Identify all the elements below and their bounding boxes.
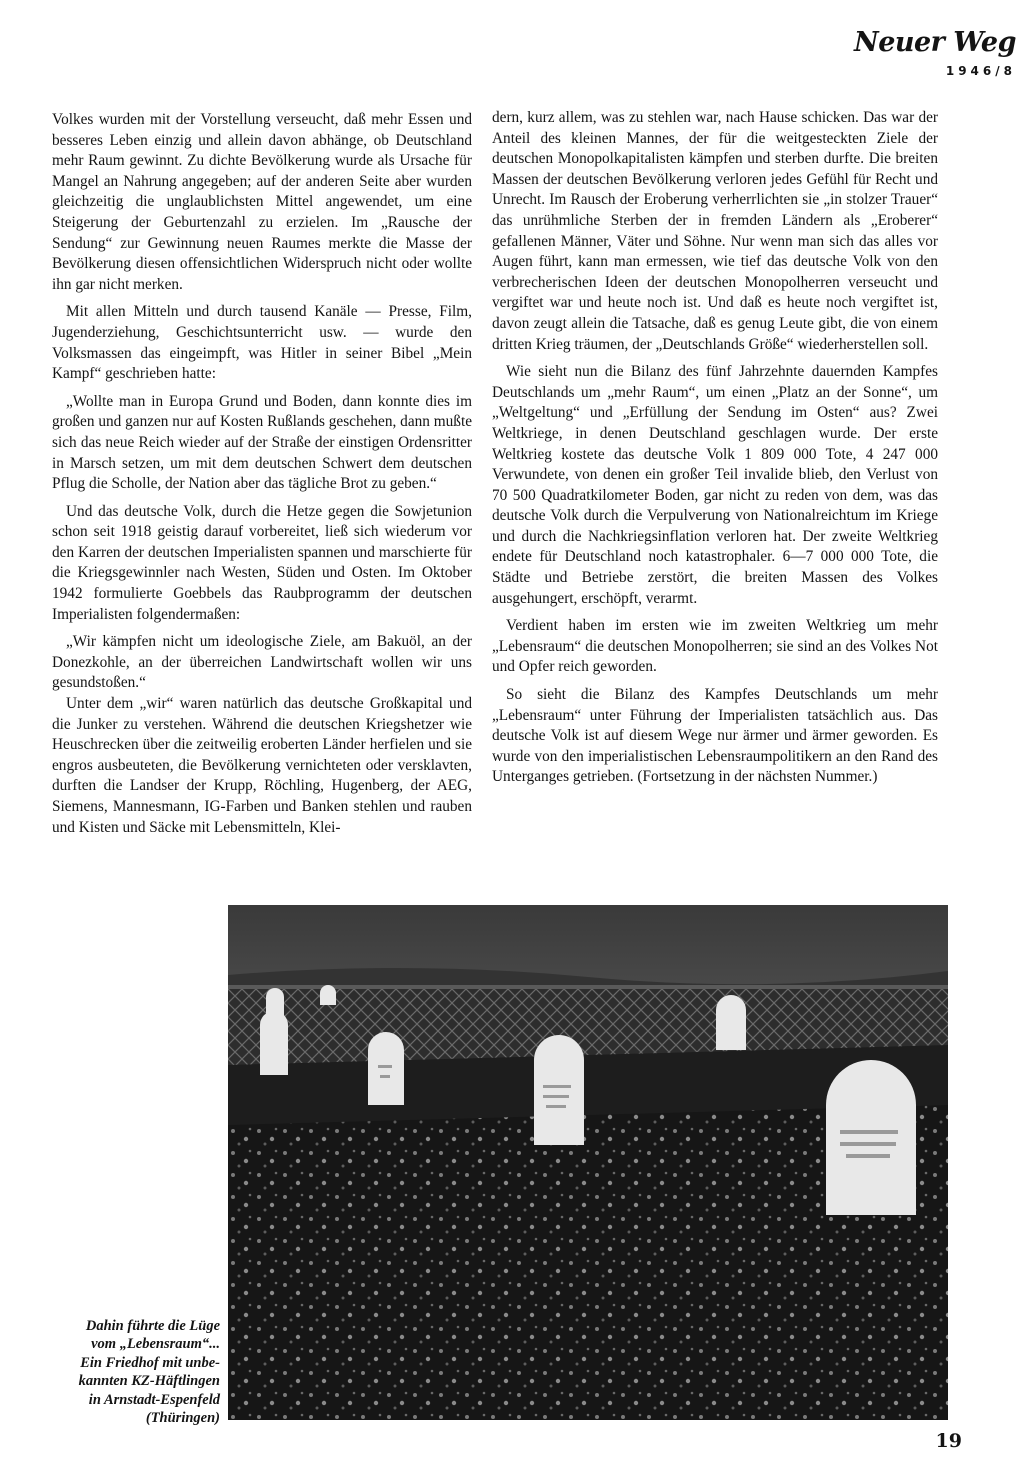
issue-number: 1946/8 — [945, 64, 1016, 78]
cemetery-photo — [228, 905, 948, 1420]
caption-line: in Arnstadt-Espenfeld — [88, 1391, 220, 1408]
goebbels-quote: „Wir kämpfen nicht um ideologische Ziele, am Bakuöl, an der Donezkohle, an der überreichen Landwirtschaft wollen wir uns gesundstoßen.“ — [52, 633, 472, 692]
article-paragraph: So sieht die Bilanz des Kampfes Deutschlands um mehr „Lebensraum“ unter Führung der Imperialisten tatsächlich aus. Das deutsche Volk ist auf diesem Wege nur ärmer und ärmer geworden. Es wurde von den imperialistischen Lebensraumpolitikern an den Rand des Unterganges getrieben. (Fortsetzung in der nächsten Nummer.) — [492, 686, 938, 786]
article-paragraph: Mit allen Mitteln und durch tausend Kanäle — Presse, Film, Jugenderziehung, Geschichtsunterricht usw. — wurde den Volksmassen das eingeimpft, was Hitler in seiner Bibel „Mein Kampf“ geschrieben hatte: — [52, 303, 472, 383]
article-paragraph: Verdient haben im ersten wie im zweiten Weltkrieg um mehr „Lebensraum“ die deutschen Monopolherren; sie sind an des Volkes Not und Opfer reich geworden. — [492, 617, 938, 676]
caption-line: vom „Lebensraum“... — [91, 1336, 220, 1353]
article-paragraph: Und das deutsche Volk, durch die Hetze gegen die Sowjetunion schon seit 1918 geistig darauf vorbereitet, ließ sich wiederum vor den Karren der deutschen Imperialisten spannen und marschierte für die Kriegsgewinnler nach Westen, Süden und Osten. Im Oktober 1942 formulierte Goebbels das Raubprogramm der deutschen Imperialisten folgendermaßen: — [52, 502, 472, 623]
caption-line: (Thüringen) — [145, 1410, 220, 1427]
caption-line: Ein Friedhof mit unbe- — [80, 1354, 220, 1371]
hitler-quote: „Wollte man in Europa Grund und Boden, dann konnte dies im großen und ganzen nur auf Kosten Rußlands geschehen, dann mußte sich das neue Reich wieder auf der Straße der einstigen Ordensritter in Marsch setzen, um mit dem deutschen Schwert dem deutschen Pflug die Scholle, der Nation aber das tägliche Brot zu geben.“ — [52, 392, 472, 493]
caption-line: Dahin führte die Lüge — [85, 1318, 220, 1334]
cemetery-photo-illustration — [228, 905, 948, 1420]
article-paragraph: Unter dem „wir“ waren natürlich das deutsche Großkapital und die Junker zu verstehen. Während die deutschen Kriegshetzer wie Heuschrecken über die zeitweilig eroberten Länder herfielen und sie engros ausbeuteten, die Bevölkerung vernichteten oder versklavten, durften die Landser der Krupp, Röchling, Hugenberg, der AEG, Siemens, Mannesmann, IG-Farben und Banken stehlen und rauben und Kisten und Säcke mit Lebensmitteln, Klei- — [52, 695, 472, 836]
magazine-title: Neuer Weg — [854, 27, 1016, 58]
article-paragraph: dern, kurz allem, was zu stehlen war, nach Hause schicken. Das war der Anteil des kleinen Mannes, der für die weitgesteckten Ziele der deutschen Monopolkapitalisten kämpfen und sterben durfte. Die breiten Massen der deutschen Bevölkerung verloren jedes Gefühl für Recht und Unrecht. Im Rausch der Eroberung verherrlichten sie „in stolzer Trauer“ das unrühmliche Sterben der in fremden Ländern als „Eroberer“ gefallenen Männer, Väter und Söhne. Nur wenn man sich das alles vor Augen führt, kann man ermessen, wie tief das deutsche Volk von den verbrecherischen Ideen der deutschen Monopolherren verseucht und vergiftet war und heute noch ist. Und daß es heute noch vergiftet ist, davon zeugt allein die Tatsache, daß es genug Leute gibt, die von einem dritten Krieg träumen, der „Deutschlands Größe“ wiederherstellen soll. — [492, 109, 938, 353]
page-number: 19 — [935, 1430, 962, 1452]
masthead — [854, 28, 1016, 78]
photo-caption — [24, 1317, 220, 1427]
article-left-column — [52, 110, 472, 845]
caption-line: kannten KZ-Häftlingen — [78, 1373, 220, 1390]
article-right-column — [492, 108, 938, 795]
article-paragraph: Volkes wurden mit der Vorstellung verseucht, daß mehr Essen und besseres Leben einzig und allein davon abhänge, ob Deutschland mehr Raum gewinnt. Zu dichte Bevölkerung wurde als Ursache für Mangel an Nahrung angegeben; auf der anderen Seite aber wurden gleichzeitig die unglaublichsten Mittel angewendet, um eine Steigerung der Geburtenzahl zu erzielen. Im „Rausche der Sendung“ zur Gewinnung neuen Raumes merkte die Masse der Bevölkerung diesen offensichtlichen Widerspruch nicht oder wollte ihn gar nicht merken. — [52, 111, 472, 293]
article-paragraph: Wie sieht nun die Bilanz des fünf Jahrzehnte dauernden Kampfes Deutschlands um „mehr Raum“, um einen „Platz an der Sonne“, um „Weltgeltung“ und „Erfüllung der Sendung im Osten“ aus? Zwei Weltkriege, in denen Deutschland geschlagen wurde. Der erste Weltkrieg kostete das deutsche Volk 1 809 000 Tote, 4 247 000 Verwundete, von denen ein großer Teil invalide blieb, den Verlust von 70 500 Quadratkilometer Boden, gar nicht zu reden von dem, was das deutsche Volk durch die Verpulverung von Nationalreichtum im Kriege und durch die Nachkriegsinflation verloren hat. Der zweite Weltkrieg endete für Deutschland noch katastrophaler. 6—7 000 000 Tote, die Städte und Betriebe zerstört, die breiten Massen des Volkes ausgehungert, erschöpft, verarmt. — [492, 363, 938, 607]
